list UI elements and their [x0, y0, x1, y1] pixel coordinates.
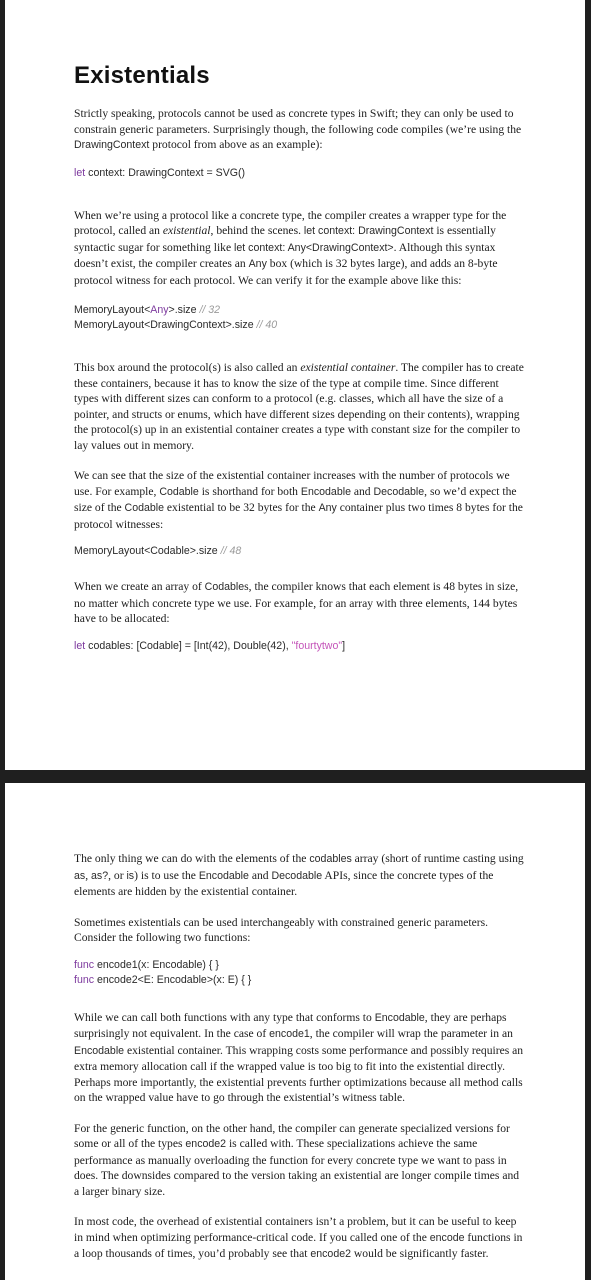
- code-text: encode1(x: Encodable) { }: [94, 958, 219, 971]
- inline-code: is: [126, 869, 135, 882]
- text: container plus two times 8 bytes for the protocol witnesses:: [74, 501, 523, 531]
- paragraph-not-equivalent: [74, 1010, 524, 1106]
- text: ) is to use the: [134, 868, 199, 882]
- text: is essentially syntactic sugar for something like: [74, 224, 496, 254]
- code-text: encode2<E: Encodable>(x: E) { }: [94, 973, 252, 986]
- text: When we create an array of: [74, 580, 205, 593]
- text: , so we’d expect the size of the: [74, 484, 517, 514]
- code-text: MemoryLayout<DrawingContext>.size: [74, 319, 257, 331]
- paragraph-generic-function: [74, 1121, 524, 1200]
- paragraph-existential-container: [74, 360, 524, 453]
- section-title: Existentials: [74, 62, 210, 89]
- inline-code: Encodable: [198, 869, 249, 882]
- text: array (short of runtime casting using: [351, 852, 524, 865]
- text: . Although this syntax doesn’t exist, the compiler creates an: [74, 240, 496, 270]
- paragraph-codables-elements: [74, 851, 524, 900]
- inline-code: encode2: [185, 1138, 227, 1150]
- book-page-2: [5, 783, 585, 1280]
- text: would be significantly faster.: [351, 1247, 489, 1260]
- text: and: [248, 868, 272, 882]
- type-name: Any: [150, 304, 169, 316]
- page-1-content: [74, 62, 524, 654]
- inline-code: encode: [429, 1231, 465, 1244]
- code-line: [74, 318, 524, 333]
- text: This box around the protocol(s) is also called an: [74, 361, 301, 374]
- text: ,: [85, 868, 91, 882]
- code-line: [74, 303, 524, 318]
- code-block-context: [74, 166, 524, 181]
- text: Strictly speaking, protocols cannot be used as concrete types in Swift; they can only be used to constrain generic parameters. Surprisingly though, the following code compiles (we’re using the: [74, 107, 522, 136]
- inline-code: Any: [248, 258, 267, 270]
- text: is called with. These specializations achieve the same performance as manually overloading the function for every concrete type we want to pass in does. The downsides compared to the version taking an existential are longer compile times and a larger binary size.: [74, 1137, 520, 1198]
- inline-code: Decodable: [271, 869, 323, 882]
- code-text: >.size: [168, 304, 200, 316]
- keyword: let: [74, 639, 86, 652]
- paragraph-interchangeable: [74, 915, 524, 946]
- string-literal: "fourtytwo": [291, 639, 343, 652]
- code-line: [74, 958, 524, 973]
- emphasis: existential container: [300, 361, 396, 374]
- page-2-content: [74, 851, 524, 1263]
- inline-code: as?: [91, 869, 109, 882]
- text: Sometimes existentials can be used interchangeably with constrained generic parameters. Consider the following two functions:: [74, 915, 489, 944]
- paragraph-container-size: [74, 468, 524, 532]
- text: For the generic function, on the other hand, the compiler can generate specialized versions for some or all of the types: [74, 1121, 510, 1150]
- text: box (which is 32 bytes large), and adds an 8-byte protocol witness for each protocol. We can verify it for the example above like this:: [74, 257, 498, 287]
- emphasis: existential: [162, 224, 211, 237]
- inline-code: Decodable: [373, 485, 425, 498]
- inline-code: encode1: [269, 1028, 310, 1040]
- text: . The compiler has to create these containers, because it has to know the size of the type at compile time. Since different types with different sizes can conform to a protocol (e.g. classes, which all have the size of a pointer, and structs or enums, which have different sizes depending on their contents), wrapping the protocol(s) up in an existential container creates a type with constant size for the compiler to lay values out in memory.: [74, 361, 524, 452]
- text: , the compiler will wrap the parameter in an: [309, 1027, 513, 1040]
- code-comment: // 32: [199, 304, 221, 316]
- text: s, the compiler knows that each element is 48 bytes in size, no matter which concrete type we use. For example, for an array with three elements, 144 bytes have to be allocated:: [74, 580, 519, 625]
- text: In most code, the overhead of existential containers isn’t a problem, but it can be useful to keep in mind when optimizing performance-critical code. If you called one of the: [74, 1215, 517, 1244]
- book-page-1: [5, 0, 585, 770]
- code-text: MemoryLayout<Codable>.size: [74, 545, 221, 557]
- inline-code: Any: [318, 502, 337, 514]
- text: When we’re using a protocol like a concrete type, the compiler creates a wrapper type for the protocol, called an: [74, 208, 507, 237]
- code-block-encode-functions: [74, 958, 524, 988]
- inline-code: encode2: [310, 1248, 351, 1260]
- paragraph-existential-wrapper: [74, 208, 524, 289]
- code-line: [74, 973, 524, 988]
- inline-code: DrawingContext: [74, 139, 150, 151]
- text: existential to be 32 bytes for the: [164, 501, 319, 514]
- code-text: MemoryLayout<: [74, 304, 151, 316]
- code-text: codables: [Codable] = [Int(42), Double(42),: [85, 639, 292, 652]
- code-block-codable-size: [74, 544, 524, 559]
- text: , behind the scenes.: [210, 224, 304, 237]
- inline-code: Encodable: [74, 1044, 125, 1057]
- text: , or: [108, 868, 127, 882]
- text: We can see that the size of the existential container increases with the number of protocols we use. For example,: [74, 469, 510, 498]
- code-text: context: DrawingContext = SVG(): [85, 166, 246, 179]
- inline-code: Encodable: [300, 485, 351, 498]
- text: existential container. This wrapping costs some performance and possibly requires an extra memory allocation call if the wrapped value is too big to fit into the existential directly. Perhaps more importantly, the existential prevents further optimizations because all method calls on the wrapped value have to go through the existential’s witness table.: [74, 1043, 524, 1104]
- inline-code: as: [74, 869, 86, 882]
- inline-code: Codable: [124, 502, 165, 514]
- code-comment: // 48: [220, 545, 242, 557]
- paragraph-array-codables: [74, 579, 524, 627]
- text: APIs, since the concrete types of the elements are hidden by the existential container.: [74, 868, 494, 898]
- keyword: func: [74, 958, 95, 971]
- text: is shorthand for both: [198, 484, 301, 498]
- paragraph-intro: [74, 106, 524, 154]
- keyword: let: [74, 166, 86, 179]
- code-comment: // 40: [256, 319, 278, 331]
- code-block-memory-layout: [74, 303, 524, 333]
- text: functions in a loop thousands of times, you’d probably see that: [74, 1230, 523, 1260]
- inline-code: Codable: [159, 485, 199, 498]
- inline-code: let context: Any<DrawingContext>: [234, 241, 394, 254]
- text: protocol from above as an example):: [149, 138, 323, 151]
- inline-code: let context: DrawingContext: [303, 225, 434, 237]
- inline-code: Encodable: [374, 1011, 425, 1024]
- code-text: ]: [342, 639, 346, 652]
- text: The only thing we can do with the elements of the: [74, 852, 310, 865]
- keyword: func: [74, 973, 95, 986]
- inline-code: codables: [309, 853, 352, 865]
- text: , they are perhaps surprisingly not equivalent. In the case of: [74, 1010, 507, 1040]
- code-block-codables-array: [74, 639, 524, 654]
- inline-code: Codable: [204, 581, 245, 593]
- text: While we can call both functions with any type that conforms to: [74, 1010, 375, 1024]
- text: and: [350, 484, 374, 498]
- paragraph-overhead: [74, 1214, 524, 1263]
